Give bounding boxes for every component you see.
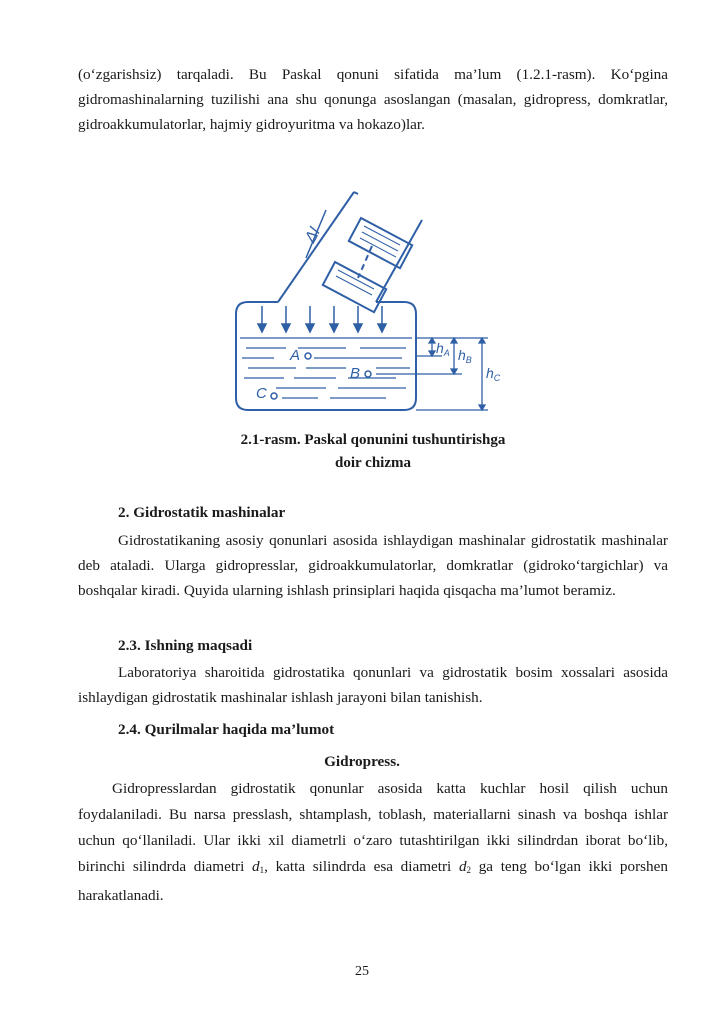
h-c-label: h — [486, 365, 494, 381]
intro-paragraph: (o‘zgarishsiz) tarqaladi. Bu Paskal qonuni sifatida ma’lum (1.2.1-rasm). Ko‘pgina gidromashinalarning tuzilishi ana shu qonunga asoslangan (masalan, gidropress, domkratlar, gidroakkumulatorlar, hajmiy gidroyuritma va hokazo)lar. — [78, 66, 668, 133]
h-c-sub: C — [493, 373, 501, 383]
pascal-law-figure — [226, 188, 516, 418]
h-b-sub: B — [465, 355, 472, 365]
point-c-label: C — [256, 385, 267, 402]
gidropress-subheading: Gidropress. — [324, 753, 400, 770]
h-a-sub: A — [443, 348, 450, 358]
section23-heading: 2.3. Ishning maqsadi — [118, 637, 253, 654]
h-a-label: h — [436, 340, 444, 356]
section2-heading: 2. Gidrostatik mashinalar — [118, 504, 286, 521]
svg-text:hB — [458, 347, 472, 365]
section23-text: Laboratoriya sharoitida gidrostatika qonunlari va gidrostatik bosim xossalari asosida ishlaydigan gidrostatik mashinalar ishlash jarayoni bilan tanishish. — [78, 664, 668, 706]
section24-text: Gidropresslardan gidrostatik qonunlar asosida katta kuchlar hosil qilish uchun foydalaniladi. Bu narsa presslash, shtamplash, toblash, materiallarni sinash va boshqa ishlar uchun qo‘llaniladi. Ular ikki xil diametrli o‘zaro tutashtirilgan ikki silindrdan iborat bo‘lib, birinchi silindrda diametri $d_1$, katta silindrda esa diametri $d_2$ ga teng bo‘lgan ikki porshen harakatlanadi. — [78, 780, 668, 904]
d2-symbol: d — [458, 858, 467, 875]
pascal-diagram — [226, 188, 516, 418]
d1-symbol: d — [252, 858, 260, 875]
point-b-label: B — [350, 365, 361, 382]
svg-text:hC — [486, 365, 501, 383]
section24-heading: 2.4. Qurilmalar haqida ma’lumot — [118, 721, 335, 738]
figure-caption-line2: doir chizma — [335, 455, 411, 471]
point-a-label: A — [290, 347, 301, 364]
figure-caption-line1: 2.1-rasm. Paskal qonunini tushuntirishga — [240, 432, 506, 448]
delta-l-label: Δl — [302, 225, 324, 246]
h-b-label: h — [458, 347, 466, 363]
svg-text:hA — [436, 340, 450, 358]
section2-text: Gidrostatikaning asosiy qonunlari asosida ishlaydigan mashinalar gidrostatik mashinalar deb ataladi. Ularga gidropresslar, gidroakkumulatorlar, domkratlar (gidroko‘targichlar) va boshqalar kiradi. Quyida ularning ishlash prinsiplari haqida qisqacha ma’lumot beramiz. — [78, 532, 668, 599]
page-number: 25 — [355, 964, 369, 979]
